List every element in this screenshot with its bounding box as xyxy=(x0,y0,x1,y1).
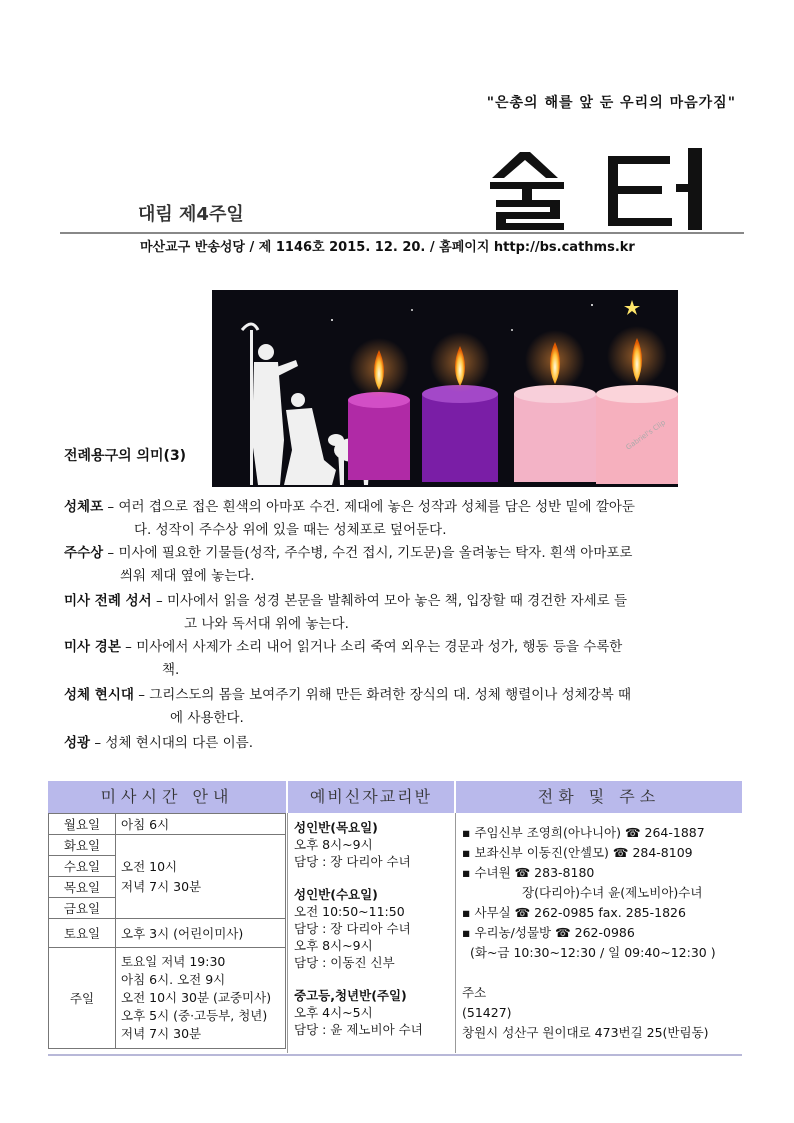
definition-term: 성체 현시대 xyxy=(64,687,134,703)
spacer xyxy=(462,963,746,983)
address-label: 주소 xyxy=(462,985,487,1000)
sunday-title: 대림 제4주일 xyxy=(138,204,244,225)
day-cell: 금요일 xyxy=(49,898,116,919)
class-title: 성인반(수요일) xyxy=(294,887,378,902)
definition-text: – 미사에서 읽을 성경 본문을 발췌하여 모아 놓은 책, 입장할 때 경건한 자세로 들 xyxy=(151,593,628,609)
definition-text: – 여러 겹으로 접은 흰색의 아마포 수건. 제대에 놓은 성작과 성체를 담은 성반 밑에 깔아둔 xyxy=(103,499,635,515)
definition-term: 성체포 xyxy=(64,499,104,515)
day-cell: 주일 xyxy=(49,948,116,1049)
class-title: 중고등,청년반(주일) xyxy=(294,988,407,1003)
time-text: 아침 6시. 오전 9시 xyxy=(121,972,226,987)
issue-line: 마산교구 반송성당 / 제 1146호 2015. 12. 20. / 홈페이지 http://bs.cathms.kr xyxy=(140,240,635,255)
class-leader: 담당 : 장 다리아 수녀 xyxy=(294,854,411,869)
list-item xyxy=(294,819,454,870)
table-row xyxy=(49,835,286,856)
day-cell: 월요일 xyxy=(49,814,116,835)
catechism-list xyxy=(294,819,454,1054)
definition-text-cont: 씌워 제대 옆에 놓는다. xyxy=(120,568,255,584)
definition-text-cont: 고 나와 독서대 위에 놓는다. xyxy=(184,616,349,632)
postal-code: (51427) xyxy=(462,1005,512,1020)
class-title: 성인반(목요일) xyxy=(294,820,378,835)
definition-text-cont: 에 사용한다. xyxy=(170,710,244,726)
contact-pastor: ▪ 주임신부 조영희(아나니아) ☎ 264-1887 xyxy=(462,825,705,840)
day-cell: 수요일 xyxy=(49,856,116,877)
definition-term: 주수상 xyxy=(64,545,104,561)
class-leader: 담당 : 이동진 신부 xyxy=(294,955,395,970)
class-time: 오후 8시~9시 xyxy=(294,938,373,953)
contact-header: 전화 및 주소 xyxy=(456,781,742,813)
definition-term: 미사 경본 xyxy=(64,639,121,655)
table-row xyxy=(49,919,286,948)
day-cell: 목요일 xyxy=(49,877,116,898)
mass-schedule-header: 미사시간 안내 xyxy=(48,781,286,813)
advent-candles-image xyxy=(212,290,678,487)
definition-corporal xyxy=(64,496,748,542)
class-leader: 담당 : 윤 제노비아 수녀 xyxy=(294,1022,423,1037)
time-text: 저녁 7시 30분 xyxy=(121,878,202,894)
time-text: 오후 5시 (중·고등부, 청년) xyxy=(121,1008,268,1023)
column-divider xyxy=(455,813,456,1053)
list-item xyxy=(294,987,454,1038)
column-divider xyxy=(287,813,288,1053)
address-text: 창원시 성산구 원이대로 473번길 25(반림동) xyxy=(462,1025,709,1040)
definition-credence-table xyxy=(64,542,748,588)
definition-text: – 미사에 필요한 기물들(성작, 주수병, 수건 접시, 기도문)을 올려놓는 탁자. 흰색 아마포로 xyxy=(103,545,633,561)
class-time: 오후 4시~5시 xyxy=(294,1005,373,1020)
bulletin-logo xyxy=(490,148,730,230)
definition-missal xyxy=(64,636,748,682)
section-heading: 전례용구의 의미(3) xyxy=(64,448,187,464)
definition-ostensorium xyxy=(64,732,748,755)
definition-text-cont: 책. xyxy=(162,662,180,678)
day-cell: 토요일 xyxy=(49,919,116,948)
definition-text: – 성체 현시대의 다른 이름. xyxy=(90,735,254,751)
definition-lectionary xyxy=(64,590,748,636)
definition-term: 미사 전례 성서 xyxy=(64,593,152,609)
definition-text: – 그리스도의 몸을 보여주기 위해 만든 화려한 장식의 대. 성체 행렬이나 성체강복 때 xyxy=(133,687,632,703)
time-cell-sunday xyxy=(116,948,286,1049)
time-cell: 아침 6시 xyxy=(116,814,286,835)
definition-text-cont: 다. 성작이 주수상 위에 있을 때는 성체포로 덮어둔다. xyxy=(134,522,447,538)
table-row xyxy=(49,948,286,1049)
info-panel xyxy=(48,781,742,1056)
time-cell: 오후 3시 (어린이미사) xyxy=(116,919,286,948)
contact-assistant: ▪ 보좌신부 이동진(안셀모) ☎ 284-8109 xyxy=(462,845,693,860)
definition-term: 성광 xyxy=(64,735,91,751)
time-text: 오전 10시 xyxy=(121,858,178,874)
catechism-header: 예비신자교리반 xyxy=(288,781,454,813)
contact-sisters: 장(다리아)수녀 윤(제노비아)수녀 xyxy=(522,885,703,900)
contact-shop: ▪ 우리농/성물방 ☎ 262-0986 xyxy=(462,925,635,940)
time-text: 저녁 7시 30분 xyxy=(121,1026,202,1041)
header-rule xyxy=(60,232,744,234)
definition-monstrance xyxy=(64,684,748,730)
contact-office: ▪ 사무실 ☎ 262-0985 fax. 285-1826 xyxy=(462,905,686,920)
class-time: 오전 10:50~11:50 xyxy=(294,904,405,919)
class-time: 오후 8시~9시 xyxy=(294,837,373,852)
table-row xyxy=(49,814,286,835)
contact-convent: ▪ 수녀원 ☎ 283-8180 xyxy=(462,865,595,880)
day-cell: 화요일 xyxy=(49,835,116,856)
header-motto: "은총의 해를 앞 둔 우리의 마음가짐" xyxy=(486,95,736,111)
time-cell-weekday xyxy=(116,835,286,919)
contact-list xyxy=(462,823,746,1043)
mass-schedule-table xyxy=(48,813,286,1049)
time-text: 토요일 저녁 19:30 xyxy=(121,954,226,969)
time-text: 오전 10시 30분 (교중미사) xyxy=(121,990,272,1005)
list-item xyxy=(294,886,454,971)
image-watermark: Gabriel's Clip xyxy=(624,418,668,452)
shop-hours: (화~금 10:30~12:30 / 일 09:40~12:30 ) xyxy=(470,945,716,960)
class-leader: 담당 : 장 다리아 수녀 xyxy=(294,921,411,936)
definition-text: – 미사에서 사제가 소리 내어 읽거나 소리 죽여 외우는 경문과 성가, 행동 등을 수록한 xyxy=(120,639,623,655)
